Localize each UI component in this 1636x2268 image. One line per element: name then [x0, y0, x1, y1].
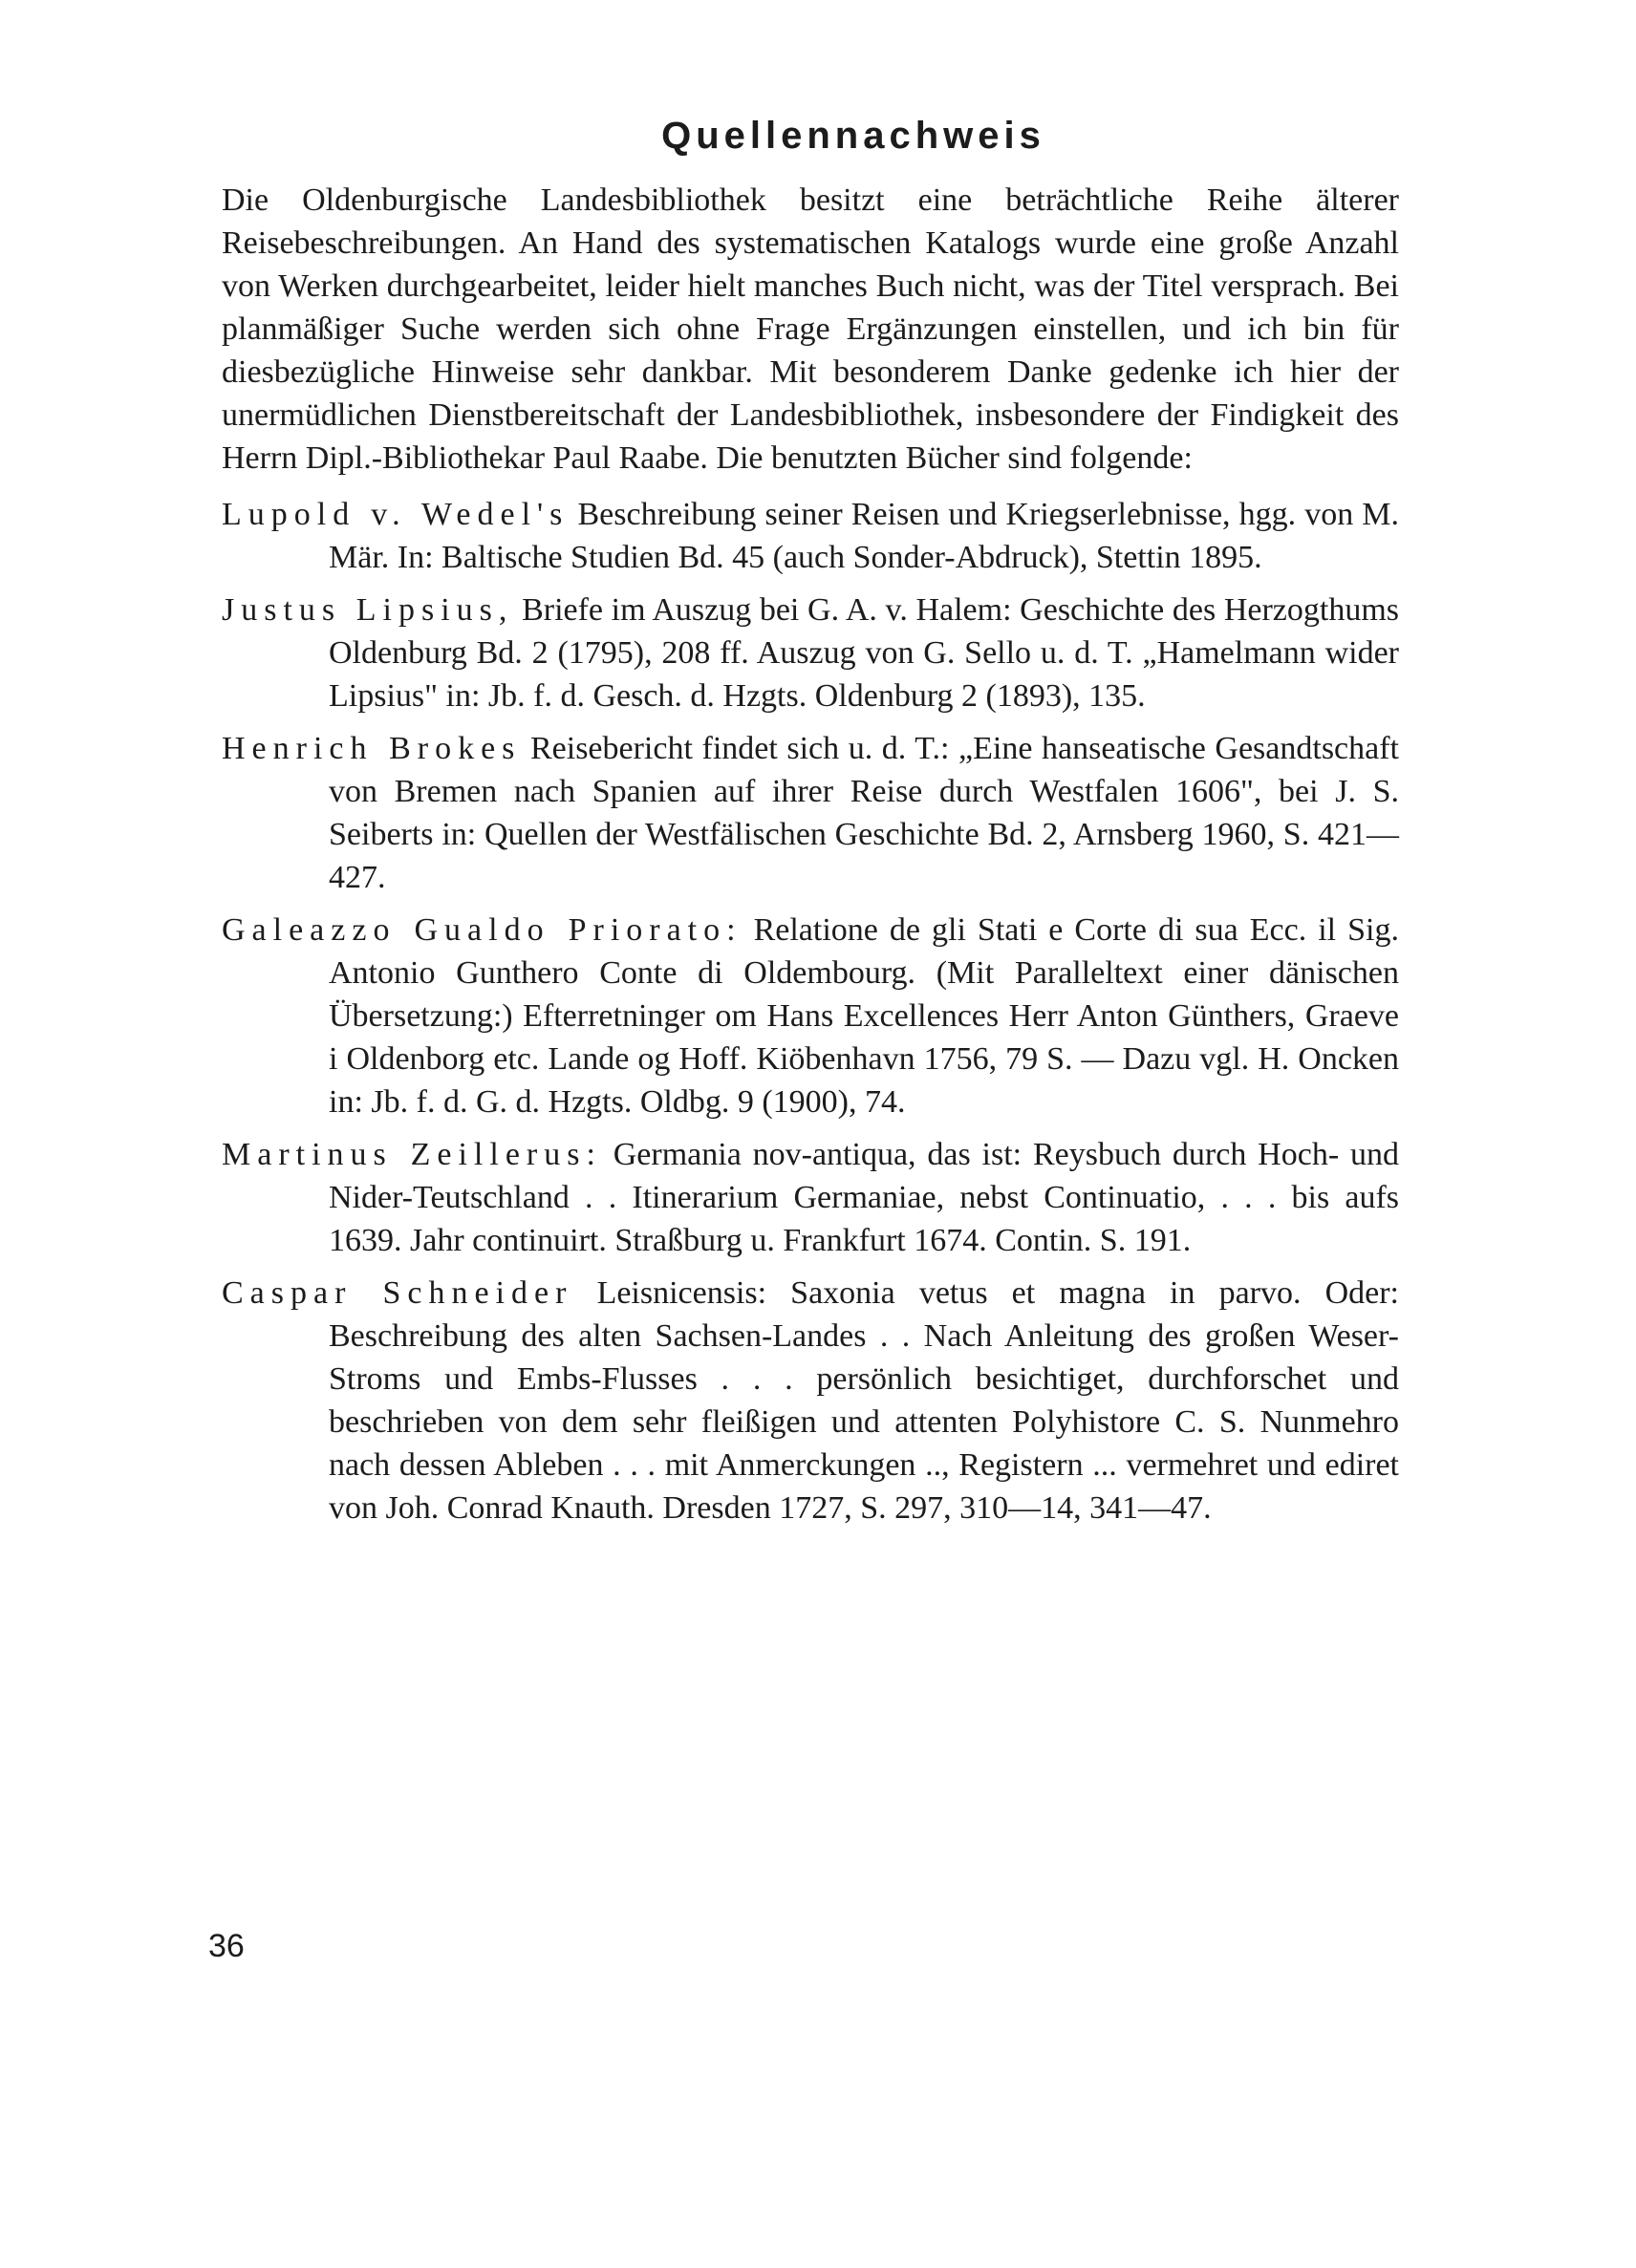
entry-text: Briefe im Auszug bei G. A. v. Halem: Geschichte des Herzogthums Oldenburg Bd. 2 (1795), 208 ff. Auszug von G. Sello u. d. T. „Hamelmann wider Lipsius" in: Jb. f. d. Gesch. d. Hzgts. Oldenburg 2 (1893), 135. — [329, 592, 1400, 714]
bibliography-entry — [222, 727, 1399, 899]
entry-author: Caspar Schneider — [222, 1275, 573, 1311]
bibliography-entry — [222, 1272, 1399, 1530]
intro-paragraph: Die Oldenburgische Landesbibliothek besitzt eine beträchtliche Reihe älterer Reisebeschreibungen. An Hand des systematischen Katalogs wurde eine große Anzahl von Werken durchgearbeitet, leider hielt manches Buch nicht, was der Titel versprach. Bei planmäßiger Suche werden sich ohne Frage Ergänzungen einstellen, und ich bin für diesbezügliche Hinweise sehr dankbar. Mit besonderem Danke gedenke ich hier der unermüdlichen Dienstbereitschaft der Landesbibliothek, insbesondere der Findigkeit des Herrn Dipl.-Bibliothekar Paul Raabe. Die benutzten Bücher sind folgende: — [222, 182, 1399, 476]
entry-text: Leisnicensis: Saxonia vetus et magna in parvo. Oder: Beschreibung des alten Sachsen-Landes . . Nach Anleitung des großen Weser-Stroms und Embs-Flusses . . . persönlich besichtiget, durchforschet und beschrieben von dem sehr fleißigen und attenten Polyhistore C. S. Nunmehro nach dessen Ableben . . . mit Anmerckungen .., Registern ... vermehret und ediret von Joh. Conrad Knauth. Dresden 1727, S. 297, 310—14, 341—47. — [329, 1275, 1399, 1526]
bibliography-entry — [222, 493, 1399, 579]
entry-author: Justus Lipsius, — [222, 592, 514, 628]
bibliography-entry — [222, 588, 1399, 717]
entry-author: Lupold v. Wedel's — [222, 497, 570, 532]
page — [222, 115, 1399, 1539]
page-title: Quellennachweis — [661, 115, 1045, 157]
entry-text: Beschreibung seiner Reisen und Kriegserlebnisse, hgg. von M. Mär. In: Baltische Studien Bd. 45 (auch Sonder-Abdruck), Stettin 1895. — [329, 497, 1400, 575]
bibliography-entry — [222, 909, 1399, 1123]
entry-author: Martinus Zeillerus: — [222, 1137, 602, 1172]
bibliography-entry — [222, 1133, 1399, 1262]
entry-text: Germania nov-antiqua, das ist: Reysbuch durch Hoch- und Nider-Teutschland . . Itinerarium Germaniae, nebst Continuatio, . . . bis aufs 1639. Jahr continuirt. Straßburg u. Frankfurt 1674. Contin. S. 191. — [329, 1137, 1399, 1258]
page-number: 36 — [208, 1928, 245, 1964]
entry-author: Henrich Brokes — [222, 731, 522, 766]
entry-text: Reisebericht findet sich u. d. T.: „Eine hanseatische Gesandtschaft von Bremen nach Spanien auf ihrer Reise durch Westfalen 1606", bei J. S. Seiberts in: Quellen der Westfälischen Geschichte Bd. 2, Arnsberg 1960, S. 421—427. — [329, 731, 1399, 895]
entry-author: Galeazzo Gualdo Priorato: — [222, 912, 743, 948]
entry-text: Relatione de gli Stati e Corte di sua Ecc. il Sig. Antonio Gunthero Conte di Oldembourg. (Mit Paralleltext einer dänischen Übersetzung:) Efterretninger om Hans Excellences Herr Anton Günthers, Graeve i Oldenborg etc. Lande og Hoff. Kiöbenhavn 1756, 79 S. — Dazu vgl. H. Oncken in: Jb. f. d. G. d. Hzgts. Oldbg. 9 (1900), 74. — [329, 912, 1399, 1120]
